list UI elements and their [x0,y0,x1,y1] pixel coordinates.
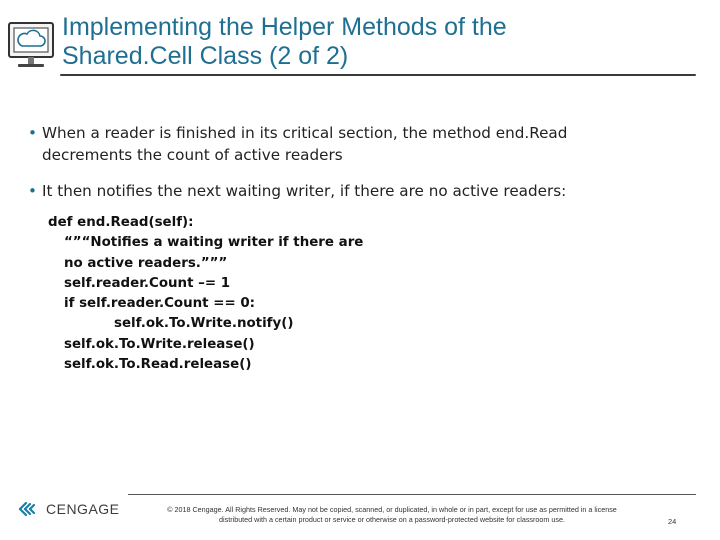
code-block [48,213,363,375]
code-line: self.reader.Count –= 1 [64,275,231,291]
copyright-line-1: © 2018 Cengage. All Rights Reserved. May not be copied, scanned, or duplicated, in whole or in part, except for use as permitted in a license [167,505,617,514]
cengage-logo-text: CENGAGE [46,501,120,517]
bullet-text-1a: When a reader is finished in its critical section, the method end.Read [42,124,568,142]
code-line: def end.Read(self): [48,215,194,230]
bullet-item [28,180,698,202]
bullet-dot: • [28,182,37,200]
code-line: self.ok.To.Read.release() [64,357,252,373]
slide-title [62,13,662,71]
code-line: self.ok.To.Write.release() [64,336,255,352]
code-line: if self.reader.Count == 0: [64,296,255,312]
cengage-logo-icon [16,497,40,521]
bullet-item [28,122,698,166]
title-divider [60,74,696,76]
copyright-line-2: distributed with a certain product or service or otherwise on a password-protected website for classroom use. [219,515,565,524]
title-line-2: Shared.Cell Class (2 of 2) [62,42,349,70]
code-line: self.ok.To.Write.notify() [114,316,294,332]
bullet-text-2a: It then notifies the next waiting writer, if there are no active readers: [42,182,567,200]
footer-divider [128,494,696,495]
code-line: “”“Notifies a waiting writer if there are [64,235,364,251]
page-number: 24 [668,517,677,526]
bullet-text-1b: decrements the count of active readers [42,146,343,164]
code-line: no active readers.””” [64,255,228,271]
bullet-list [28,122,698,216]
bullet-dot: • [28,124,37,142]
copyright-notice [132,505,652,525]
title-line-1: Implementing the Helper Methods of the [62,13,507,41]
cloud-monitor-icon [6,18,58,72]
